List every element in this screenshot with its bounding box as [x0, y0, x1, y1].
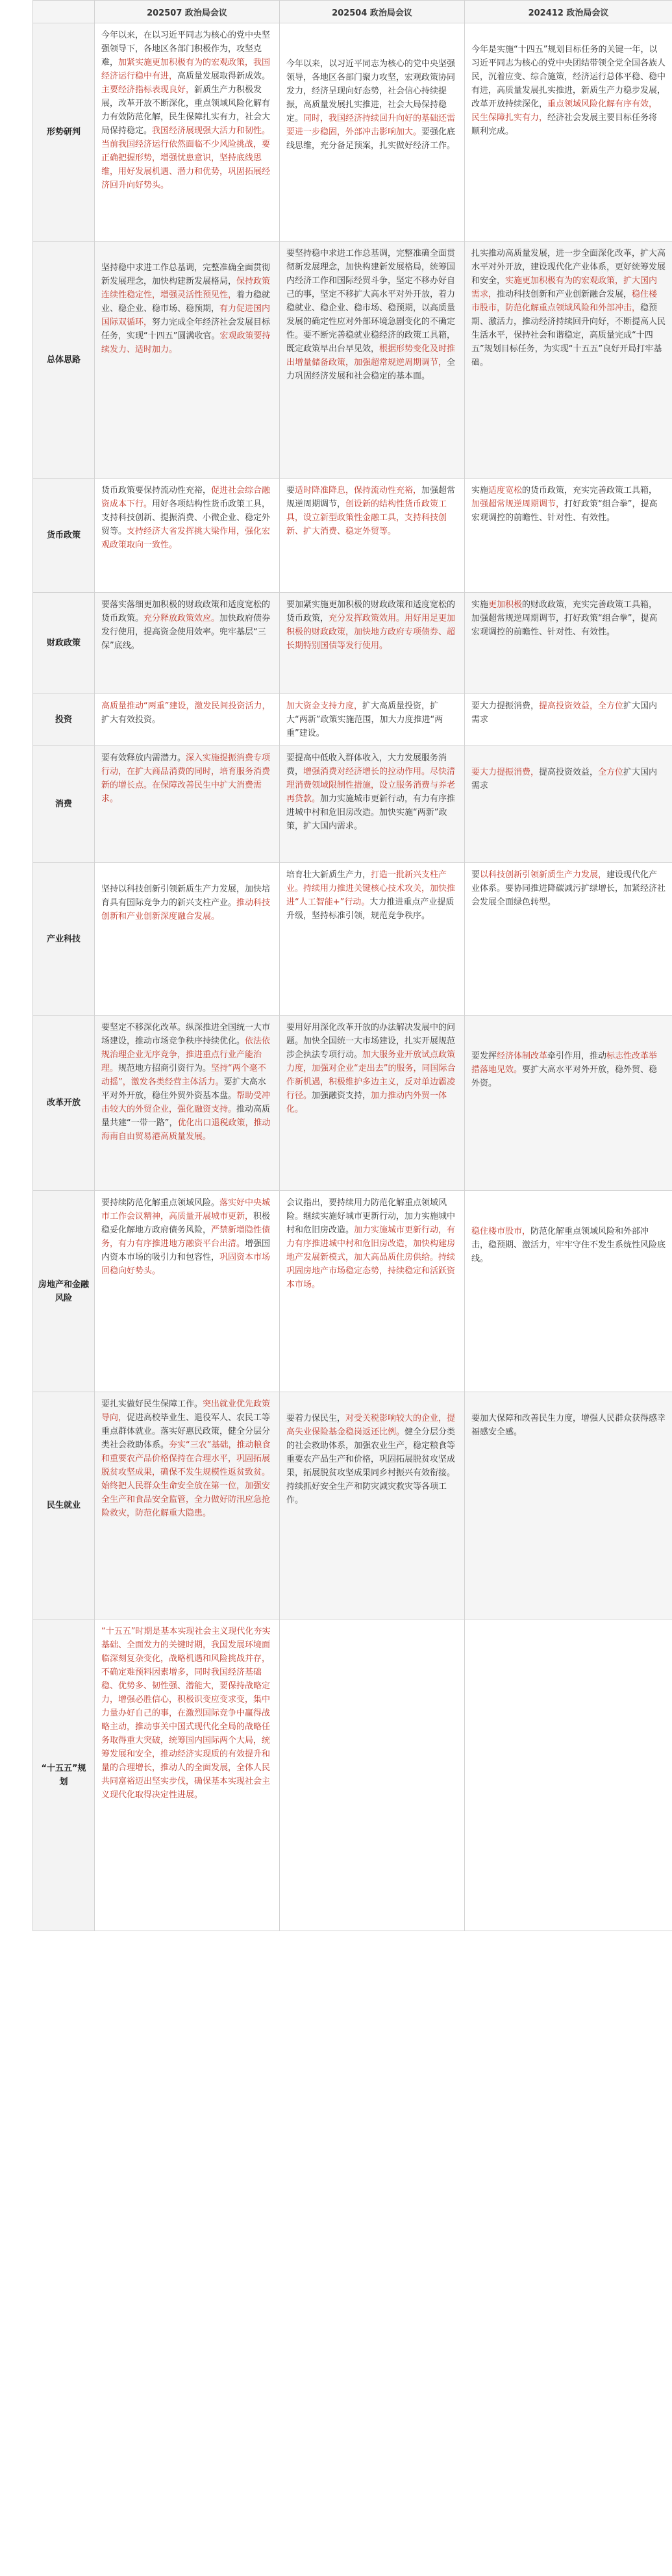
cell-2025-04 [280, 863, 465, 1016]
cell-2025-04 [280, 479, 465, 593]
spacer [471, 1397, 666, 1412]
highlight-text: 高质量推动“两重”建设，激发民间投资活力， [101, 701, 271, 711]
body-text: 要持续防范化解重点领域风险。 [101, 1198, 220, 1208]
body-text: 经济社会发展主要目标任务将顺利完成。 [471, 113, 658, 136]
body-text: 推动高质量共建“一带一路”， [101, 1105, 271, 1128]
body-text: 要 [286, 486, 295, 495]
body-text: 建设现代化产业体系。要协同推进降碳减污扩绿增长，加紧经济社会发展全面绿色转型。 [471, 870, 666, 907]
highlight-text: 稳住楼市股市，防范化解重点领域风险和外部冲击， [471, 290, 658, 313]
table-row [33, 593, 672, 694]
cell-2024-12 [465, 1191, 672, 1392]
cell-2024-12 [465, 1619, 672, 1931]
highlight-text: 提高投资效益，全方位 [539, 701, 624, 711]
body-text: 要 [471, 870, 480, 880]
cell-2024-12 [465, 863, 672, 1016]
body-text: 大力推进重点产业提质升级，坚持标准引领，规范竞争秩序。 [286, 897, 454, 921]
row-label: “十五五”规划 [33, 1619, 95, 1931]
header-202504: 202504 政治局会议 [280, 1, 465, 23]
body-text: 培育壮大新质生产力， [286, 870, 371, 880]
highlight-text: 我国经济展现强大活力和韧性。当前我国经济运行依然面临不少风险挑战，要正确把握形势，增强忧患意识，坚持底线思维，用好发展机遇、潜力和优势，巩固拓展经济回升向好势头。 [101, 126, 271, 190]
highlight-text: 严禁新增隐性债务，有力有序推进地方融资平台出清。 [101, 1225, 271, 1249]
body-text: 要扩大高水平对外开放，稳外贸、稳外资。 [471, 1065, 658, 1088]
highlight-text: 适度宽松 [488, 486, 523, 495]
highlight-text: 实施更加积极有为的宏观政策，扩大国内需求， [471, 276, 658, 299]
cell-2025-04 [280, 1016, 465, 1191]
highlight-text: 帮助受冲击较大的外贸企业，强化融资支持。 [101, 1091, 271, 1114]
body-text: 要扩大高水平对外开放，稳住外贸外资基本盘。 [101, 1077, 266, 1101]
body-text: 要加大保障和改善民生力度，增强人民群众获得感幸福感安全感。 [471, 1414, 666, 1437]
body-text: 今年以来，以习近平同志为核心的党中央坚强领导，各地区各部门聚力攻坚，宏观政策协同发力，经济呈现向好态势，社会信心持续提振，高质量发展扎实推进，社会大局保持稳定。 [286, 59, 456, 123]
spacer [286, 29, 458, 57]
header-row [33, 1, 672, 23]
highlight-text: 夯实“三农”基础，推动粮食和重要农产品价格保持在合理水平，巩固拓展脱贫攻坚成果，确保不发生规模性返贫致贫。始终把人民群众生命安全放在第一位，加强安全生产和食品安全监管，全力做好防汛应急抢险救灾，防范化解重大隐患。 [101, 1440, 271, 1518]
spacer [101, 247, 273, 261]
cell-2025-07 [95, 479, 280, 593]
body-text: 今年是实施“十四五”规划目标任务的关键一年，以习近平同志为核心的党中央团结带领全党全国各族人民，沉着应变、综合施策，经济运行总体平稳、稳中有进，高质量发展扎实推进，新质生产力稳步发展，改革开放持续深化， [471, 45, 666, 109]
row-label: 消费 [33, 746, 95, 863]
cell-2024-12 [465, 242, 672, 479]
body-text: 提高投资效益， [539, 768, 599, 777]
highlight-text: 支持经济大省发挥挑大梁作用，强化宏观政策取向一致性。 [101, 527, 271, 550]
table-row [33, 746, 672, 863]
highlight-text: 巩固资本市场回稳向好势头。 [101, 1253, 271, 1276]
highlight-text: “十五五”时期是基本实现社会主义现代化夯实基础、全面发力的关键时期，我国发展环境面临深刻复杂变化，战略机遇和风险挑战并存，不确定难预料因素增多，同时我国经济基础稳、优势多、韧性强、潜能大， [101, 1627, 271, 1691]
cell-2025-04 [280, 694, 465, 746]
cell-2024-12 [465, 746, 672, 863]
body-text: 的货币政策，充实完善政策工具箱， [522, 486, 658, 495]
cell-2025-04 [280, 23, 465, 242]
highlight-text: 经济体制改革 [497, 1051, 548, 1061]
cell-2024-12 [465, 593, 672, 694]
body-text: 用好各项结构性货币政策工具，支持科技创新、提振消费、小微企业、稳定外贸等。 [101, 499, 271, 536]
body-text: 高质量发展取得新成效。 [177, 71, 271, 81]
highlight-text: 以科技创新引领新质生产力发展， [480, 870, 607, 880]
table-row [33, 1619, 672, 1931]
highlight-text: 加力推动内外贸一体化。 [286, 1091, 447, 1114]
body-text: 实施 [471, 486, 489, 495]
highlight-text: 加大服务业开放试点政策力度，加强对企业“走出去”的服务，同国际合作新机遇，积极维护多边主义，反对单边霸凌行径。 [286, 1050, 456, 1101]
spacer [286, 1397, 458, 1412]
body-text: 促进高校毕业生、退役军人、农民工等重点群体就业。落实好惠民政策，健全分层分类社会救助体系。 [101, 1413, 271, 1450]
body-text: 要扎实做好民生保障工作。 [101, 1399, 203, 1409]
body-text: 增强国内资本市场的吸引力和包容性， [101, 1239, 271, 1262]
highlight-text: 深入实施提振消费专项行动，在扩大商品消费的同时，培育服务消费新的增长点。在保障改善民生中扩大消费需求。 [101, 753, 271, 804]
highlight-text: 更加积极 [488, 600, 523, 610]
highlight-text: 主要经济指标表现良好， [101, 85, 195, 95]
body-text: 努力完成全年经济社会发展目标任务，实现“十四五”圆满收官。 [101, 318, 271, 341]
body-text: 加强超常规逆周期调节， [286, 486, 456, 509]
highlight-text: 突出就业优先政策导向， [101, 1399, 271, 1423]
cell-2025-07 [95, 242, 280, 479]
body-text: 打好政策“组合拳”，提高宏观调控的前瞻性、针对性、有效性。 [471, 499, 658, 523]
highlight-text: 对受关税影响较大的企业，提高失业保险基金稳岗返还比例。 [286, 1414, 456, 1437]
row-label: 产业科技 [33, 863, 95, 1016]
header-blank [33, 1, 95, 23]
body-text: 要坚持稳中求进工作总基调，完整准确全面贯彻新发展理念，加快构建新发展格局，统筹国内经济工作和国际经贸斗争，坚定不移办好自己的事，坚定不移扩大高水平对外开放，着力稳就业、稳企业、稳市场、稳预期，以高质量发展的确定性应对外部环境急剧变化的不确定性。要不断完善稳就业稳经济的政策工具箱，既定政策早出台早见效， [286, 249, 456, 354]
highlight-text: 加大资金支持力度， [286, 701, 363, 711]
body-text: 扎实推动高质量发展，进一步全面深化改革，扩大高水平对外开放，建设现代化产业体系，更好统筹发展和安全， [471, 249, 666, 286]
cell-2025-07 [95, 23, 280, 242]
highlight-text: 优化出口退税政策，推动海南自由贸易港高质量发展。 [101, 1118, 271, 1142]
cell-2025-04 [280, 1619, 465, 1931]
cell-2025-04 [280, 746, 465, 863]
spacer [471, 29, 666, 43]
highlight-text: 有力促进国内国际双循环， [101, 304, 271, 327]
row-label: 财政政策 [33, 593, 95, 694]
body-text: 要提高中低收入群体收入，大力发展服务消费， [286, 753, 447, 777]
body-text: 货币政策要保持流动性充裕， [101, 486, 212, 495]
body-text: 积极稳妥化解地方政府债务风险， [101, 1212, 271, 1235]
cell-2024-12 [465, 1392, 672, 1619]
table-row [33, 1016, 672, 1191]
highlight-text: 全方位 [598, 768, 624, 777]
body-text: 要坚定不移深化改革。纵深推进全国统一大市场建设，推动市场竞争秩序持续优化。 [101, 1023, 271, 1046]
table-row [33, 479, 672, 593]
body-text: 加强融资支持， [312, 1091, 371, 1101]
table-row [33, 23, 672, 242]
cell-2025-07 [95, 1191, 280, 1392]
highlight-text: 重点领域风险化解有序有效，民生保障扎实有力， [471, 99, 658, 123]
header-202412: 202412 政治局会议 [465, 1, 672, 23]
body-text: 加快政府债券发行使用，提高资金使用效率。兜牢基层“三保”底线。 [101, 614, 271, 651]
cell-2024-12 [465, 23, 672, 242]
highlight-text: 要大力提振消费， [471, 768, 540, 777]
policy-comparison-table [32, 0, 672, 1931]
body-text: 扩大有效投资。 [101, 715, 161, 725]
highlight-text: 打造一批新兴支柱产业。持续用力推进关键核心技术攻关，加快推进“人工智能+”行动。 [286, 870, 456, 907]
highlight-text: 同时，我国经济持续回升向好的基础还需要进一步稳固，外部冲击影响加大。 [286, 114, 456, 137]
row-label: 民生就业 [33, 1392, 95, 1619]
highlight-text: 增强消费对经济增长的拉动作用。尽快清理消费领域限制性措施，设立服务消费与养老再贷款。 [286, 767, 456, 804]
cell-2025-07 [95, 863, 280, 1016]
spacer [471, 751, 666, 766]
row-label: 房地产和金融风险 [33, 1191, 95, 1392]
highlight-text: 充分释放政策效应。 [143, 614, 220, 623]
cell-2025-04 [280, 242, 465, 479]
body-text: 扩大国内需求 [471, 701, 658, 725]
cell-2025-07 [95, 1392, 280, 1619]
highlight-text: 坚持“两个毫不动摇”，激发各类经营主体活力。 [101, 1064, 266, 1087]
body-text: 健全分层分类的社会救助体系，加强农业生产，稳定粮食等重要农产品生产和价格，巩固拓展脱贫攻坚成果，拓展脱贫攻坚成果同乡村振兴有效衔接。持续抓好安全生产和防灾减灾救灾等各项工作。 [286, 1427, 456, 1505]
body-text: 全力巩固经济发展和社会稳定的基本面。 [286, 358, 456, 381]
highlight-text: 落实好中央城市工作会议精神，高质量开展城市更新， [101, 1198, 271, 1221]
spacer [101, 868, 273, 882]
highlight-text: 依法依规治理企业无序竞争，推进重点行业产能治理。 [101, 1036, 271, 1073]
cell-2025-04 [280, 1392, 465, 1619]
highlight-text: 要保持战略定力，增强必胜信心，积极识变应变求变，集中力量办好自己的事，在激烈国际竞争中赢得战略主动，推动事关中国式现代化全局的战略任务取得重大突破，统筹国内国际两个大局，统筹发展和安全，推动经济实现质的有效提升和量的合理增长，推动人的全面发展，全体人民共同富裕迈出坚实步伐，确保基本实现社会主义现代化取得决定性进展。 [101, 1681, 271, 1800]
highlight-text: 宏观政策要持续发力、适时加力。 [101, 331, 271, 355]
body-text: 防范化解重点领域风险和外部冲击，稳预期、激活力，牢牢守住不发生系统性风险底线。 [471, 1227, 666, 1264]
table-row [33, 694, 672, 746]
body-text: 要用好用深化改革开放的办法解决发展中的问题。加快全国统一大市场建设，扎实开展规范涉企执法专项行动。 [286, 1023, 456, 1060]
body-text: 扩大国内需求 [471, 768, 658, 791]
table-row [33, 1191, 672, 1392]
highlight-text: 适时降准降息，保持流动性充裕， [295, 486, 422, 495]
body-text: 扩大高质量投资，扩大“两新”政策实施范围，加大力度推进“两重”建设。 [286, 701, 443, 738]
body-text: 今年以来，在以习近平同志为核心的党中央坚强领导下，各地区各部门积极作为，攻坚克难， [101, 31, 271, 68]
body-text: 要有效释放内需潜力。 [101, 753, 186, 763]
body-text: 要加紧实施更加积极的财政政策和适度宽松的货币政策， [286, 600, 456, 623]
cell-2024-12 [465, 479, 672, 593]
body-text: 新质生产力积极发展，改革开放不断深化，重点领域风险化解有力有效防范化解，民生保障扎实有力，社会大局保持稳定。 [101, 85, 271, 136]
row-label: 形势研判 [33, 23, 95, 242]
highlight-text: 保持政策连续性稳定性，增强灵活性预见性， [101, 277, 271, 300]
body-text: 要大力提振消费， [471, 701, 540, 711]
highlight-text: 根据形势变化及时推出增量储备政策，加强超常规逆周期调节， [286, 344, 456, 368]
body-text: 稳预期、激活力，推动经济持续回升向好，不断提高人民生活水平，保持社会和谐稳定，高质量完成“十四五”规划目标任务，为实现“十五五”良好开局打牢基础。 [471, 303, 666, 368]
cell-2025-07 [95, 1619, 280, 1931]
highlight-text: 加力实施城市更新行动，有力有序推进城中村和危旧房改造，加快构建房地产发展新模式，加大高品质住房供给。持续巩固房地产市场稳定态势，持续稳定和活跃资本市场。 [286, 1225, 456, 1290]
highlight-text: 促进社会综合融资成本下行。 [101, 486, 271, 509]
cell-2025-04 [280, 593, 465, 694]
row-label: 总体思路 [33, 242, 95, 479]
highlight-text: 加强超常规逆周期调节， [471, 499, 565, 509]
cell-2024-12 [465, 1016, 672, 1191]
spacer [471, 1021, 666, 1049]
body-text: 要着力保民生， [286, 1414, 346, 1423]
highlight-text: 推动科技创新和产业创新深度融合发展。 [101, 898, 271, 921]
cell-2025-07 [95, 593, 280, 694]
spacer [471, 1196, 666, 1225]
body-text: 的财政政策，充实完善政策工具箱，加强超常规逆周期调节，打好政策“组合拳”，提高宏观调控的前瞻性、针对性、有效性。 [471, 600, 658, 637]
highlight-text: 充分发挥政策效用。用好用足更加积极的财政政策，加快地方政府专项债券、超长期特别国债等发行使用。 [286, 614, 456, 651]
cell-2025-07 [95, 694, 280, 746]
highlight-text: 创设新的结构性货币政策工具，设立新型政策性金融工具，支持科技创新、扩大消费、稳定外贸等。 [286, 499, 447, 536]
body-text: 实施 [471, 600, 489, 610]
row-label: 投资 [33, 694, 95, 746]
body-text: 牵引作用，推动 [547, 1051, 607, 1061]
highlight-text: 加紧实施更加积极有为的宏观政策，我国经济运行稳中有进， [101, 58, 271, 81]
table-row [33, 863, 672, 1016]
body-text: 会议指出，要持续用力防范化解重点领域风险。继续实施好城市更新行动，加力实施城中村和危旧房改造。 [286, 1198, 456, 1235]
row-label: 货币政策 [33, 479, 95, 593]
body-text: 加力实施城市更新行动，有力有序推进城中村和危旧房改造。加快实施“两新”政策，扩大国内需求。 [286, 794, 456, 831]
table-row [33, 242, 672, 479]
cell-2025-07 [95, 746, 280, 863]
highlight-text: 标志性改革举措落地见效。 [471, 1051, 658, 1075]
body-text: 坚持以科技创新引领新质生产力发展，加快培育具有国际竞争力的新兴支柱产业。 [101, 884, 271, 908]
body-text: 要发挥 [471, 1051, 497, 1061]
header-202507: 202507 政治局会议 [95, 1, 280, 23]
body-text: 要强化底线思维，充分备足预案，扎实做好经济工作。 [286, 127, 456, 151]
body-text: 规范地方招商引资行为。 [118, 1064, 212, 1073]
cell-2024-12 [465, 694, 672, 746]
cell-2025-07 [95, 1016, 280, 1191]
row-label: 改革开放 [33, 1016, 95, 1191]
body-text: 要落实落细更加积极的财政政策和适度宽松的货币政策。 [101, 600, 271, 623]
body-text: 推动科技创新和产业创新融合发展， [497, 290, 632, 299]
body-text: 着力稳就业、稳企业、稳市场、稳预期， [101, 290, 271, 314]
highlight-text: 稳住楼市股市， [471, 1227, 531, 1236]
cell-2025-04 [280, 1191, 465, 1392]
body-text: 坚持稳中求进工作总基调，完整准确全面贯彻新发展理念，加快构建新发展格局， [101, 263, 271, 286]
table-row [33, 1392, 672, 1619]
